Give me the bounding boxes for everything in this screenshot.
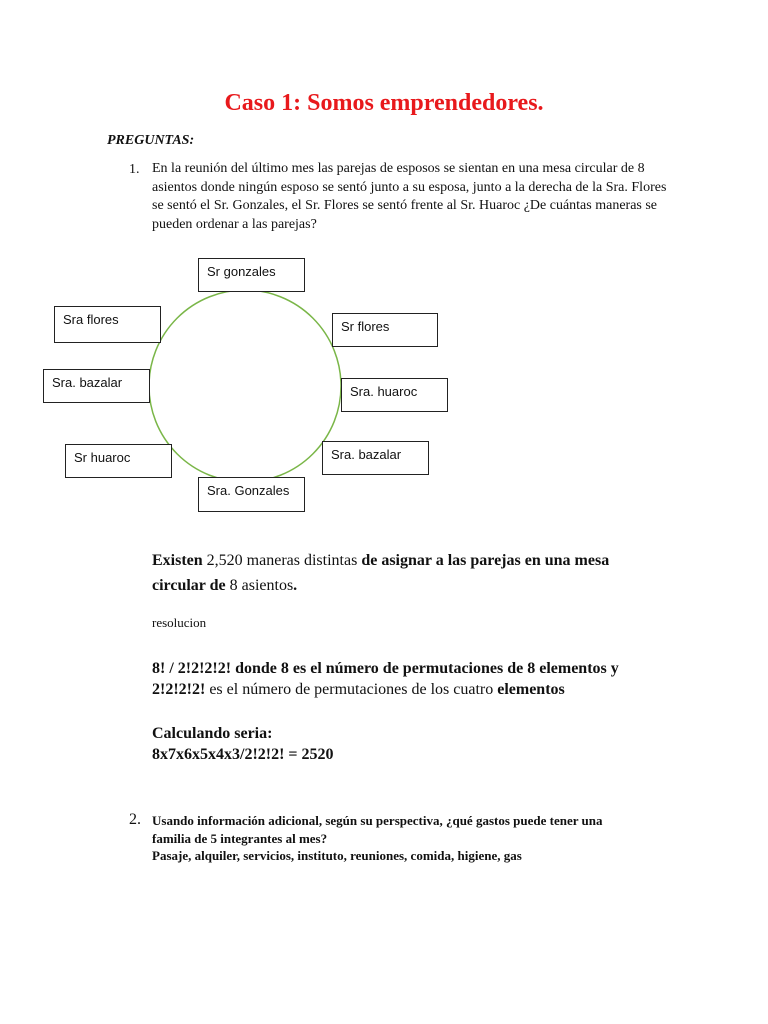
formula-line-1: 8! / 2!2!2!2! donde 8 es el número de permutaciones de 8 elementos y bbox=[152, 660, 619, 677]
question-1-line: asientos donde ningún esposo se sentó junto a su esposa, junto a la derecha de la Sra. Flores bbox=[152, 179, 667, 195]
seat-top: Sr gonzales bbox=[198, 258, 305, 292]
seat-bottom-right: Sra. bazalar bbox=[322, 441, 429, 475]
seat-bottom: Sra. Gonzales bbox=[198, 477, 305, 512]
seat-top-left: Sra flores bbox=[54, 306, 161, 343]
question-1-line: En la reunión del último mes las parejas de esposos se sientan en una mesa circular de 8 bbox=[152, 161, 645, 176]
seat-left: Sra. bazalar bbox=[43, 369, 150, 403]
answer-bold: circular de bbox=[152, 577, 226, 594]
questions-heading: PREGUNTAS: bbox=[107, 133, 195, 148]
calculation-expression: 8x7x6x5x4x3/2!2!2! = 2520 bbox=[152, 746, 334, 763]
question-2-number: 2. bbox=[129, 811, 141, 828]
answer-paragraph bbox=[152, 548, 672, 598]
question-1-line: se sentó el Sr. Gonzales, el Sr. Flores se sentó frente al Sr. Huaroc ¿De cuántas maneras se bbox=[152, 198, 658, 213]
question-2-answer: Pasaje, alquiler, servicios, instituto, reuniones, comida, higiene, gas bbox=[152, 848, 522, 863]
answer-bold: . bbox=[293, 577, 298, 594]
seat-right: Sra. huaroc bbox=[341, 378, 448, 412]
question-1-number: 1. bbox=[129, 162, 140, 177]
formula-bold: elementos bbox=[497, 681, 565, 698]
answer-text: 2,520 maneras distintas bbox=[202, 552, 362, 569]
question-2-text bbox=[152, 812, 672, 865]
formula-bold: 2!2!2!2! bbox=[152, 681, 206, 698]
page-title: Caso 1: Somos emprendedores. bbox=[224, 90, 544, 116]
calculation-block bbox=[152, 723, 672, 765]
question-2-line: familia de 5 integrantes al mes? bbox=[152, 830, 328, 846]
round-table-circle bbox=[149, 290, 341, 482]
question-1-line: pueden ordenar a las parejas? bbox=[152, 216, 317, 232]
calculation-label: Calculando seria: bbox=[152, 725, 273, 742]
resolucion-label: resolucion bbox=[152, 615, 207, 630]
formula-text: es el número de permutaciones de los cuatro bbox=[205, 681, 498, 698]
answer-bold: de asignar a las parejas en una mesa bbox=[361, 552, 610, 569]
answer-bold: Existen bbox=[152, 552, 203, 569]
seat-bottom-left: Sr huaroc bbox=[65, 444, 172, 478]
seat-top-right: Sr flores bbox=[332, 313, 438, 347]
answer-text: 8 asientos bbox=[225, 577, 294, 594]
formula-paragraph bbox=[152, 658, 692, 700]
question-2-line: Usando información adicional, según su perspectiva, ¿qué gastos puede tener una bbox=[152, 813, 603, 828]
